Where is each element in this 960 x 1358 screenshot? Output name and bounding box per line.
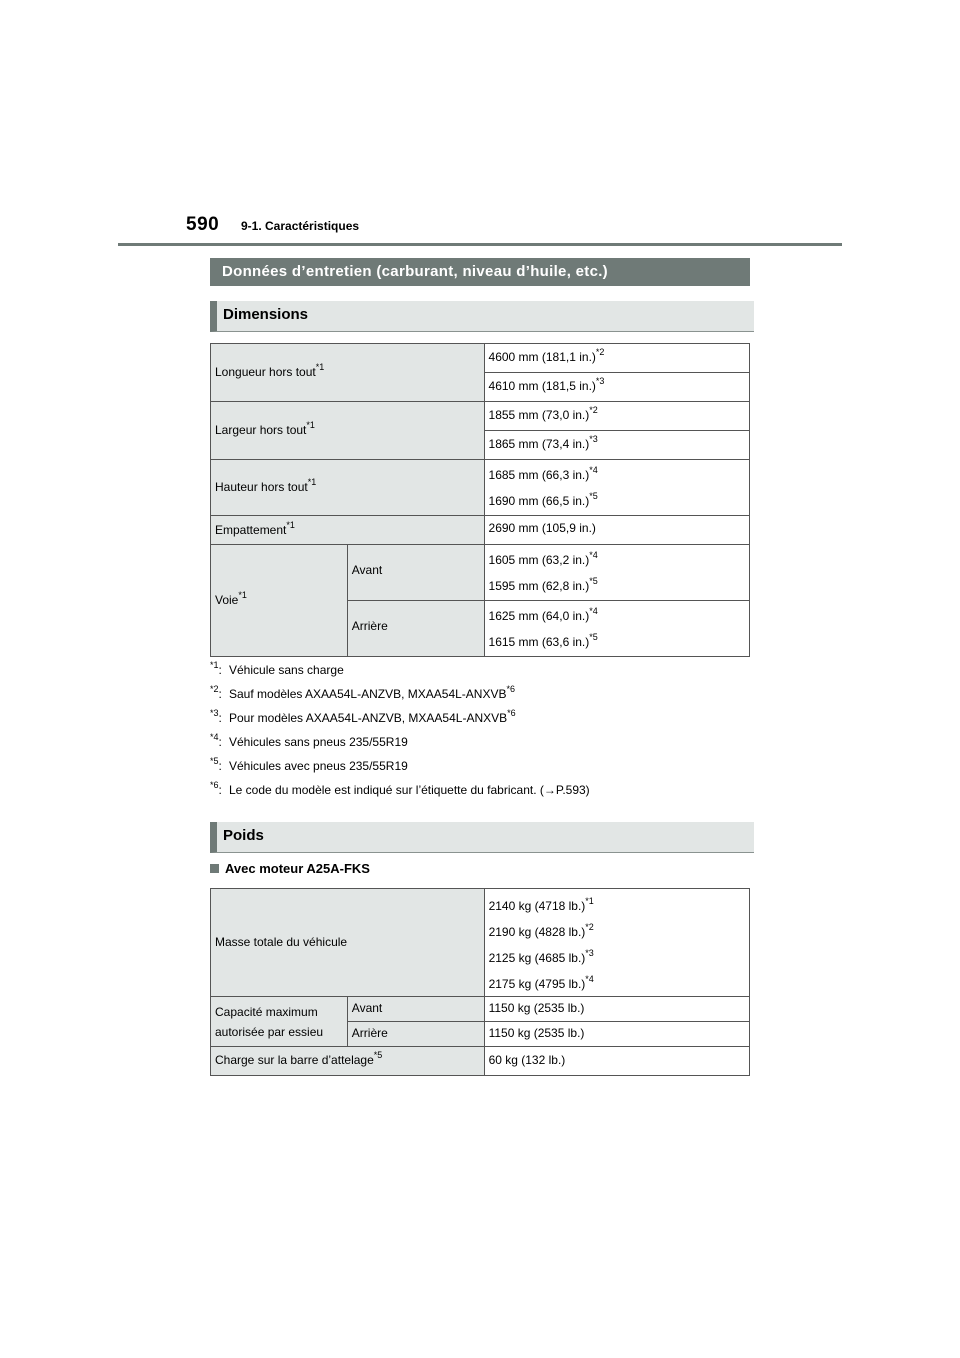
footnote-ref: *4 (589, 465, 598, 475)
label-text: Hauteur hors tout (215, 480, 308, 494)
value-cell (484, 601, 749, 657)
footnote-ref: *2 (589, 405, 598, 415)
value-text: 1690 mm (66,5 in.) (488, 494, 590, 508)
table-row (211, 545, 750, 601)
value-cell (484, 431, 749, 460)
row-label (211, 997, 348, 1047)
value-cell (484, 889, 749, 997)
value-line (488, 550, 745, 568)
square-bullet-icon (210, 864, 219, 873)
header-rule (118, 243, 842, 246)
value-cell (484, 402, 749, 431)
value-text: 2140 kg (4718 lb.) (488, 899, 586, 913)
table-row (211, 402, 750, 431)
label-text: autorisée par essieu (215, 1024, 324, 1039)
weights-table (210, 888, 750, 1076)
page-number: 590 (186, 214, 220, 235)
main-section-banner: Données d’entretien (carburant, niveau d’huile, etc.) (210, 258, 750, 286)
footnote-ref: *2 (595, 347, 605, 357)
footnote-ref: *3 (589, 434, 598, 444)
footnote-ref: *5 (589, 491, 598, 501)
table-row (211, 1047, 750, 1076)
table-row (211, 460, 750, 516)
footnote-mark: *1 (210, 660, 219, 670)
footnote-ref: *3 (595, 376, 605, 386)
table-row (211, 997, 750, 1022)
row-label (211, 344, 485, 402)
footnote-text: Véhicules sans pneus 235/55R19 (229, 735, 408, 749)
value-cell: 1150 kg (2535 lb.) (484, 997, 749, 1022)
footnote-ref: *4 (585, 974, 594, 984)
subsection-text: Avec moteur A25A-FKS (225, 861, 370, 876)
label-text: Charge sur la barre d’attelage (215, 1053, 374, 1067)
footnote-ref: *6 (507, 708, 516, 718)
footnote-item: $^{*3}$: Pour modèles AXAA54L-ANZVB, MXAA54L-ANXVB$^{*6}$ (210, 708, 516, 725)
footnote-ref: *1 (307, 477, 317, 487)
footnote-item: $^{*1}$: Véhicule sans charge (210, 661, 770, 685)
footnote-ref: *1 (585, 896, 594, 906)
footnote-text: Pour modèles AXAA54L-ANZVB, MXAA54L-ANXVB (229, 711, 508, 725)
row-label: Masse totale du véhicule (211, 889, 485, 997)
value-text: 1615 mm (63,6 in.) (488, 635, 590, 649)
value-line (488, 491, 745, 509)
label-text: Longueur hors tout (215, 365, 316, 379)
value-text: 1595 mm (62,8 in.) (488, 579, 590, 593)
footnotes (210, 661, 770, 805)
footnote-text: Sauf modèles AXAA54L-ANZVB, MXAA54L-ANXVB (229, 687, 507, 701)
value-text: 4610 mm (181,5 in.) (488, 379, 596, 393)
footnote-ref: *4 (589, 550, 598, 560)
footnote-mark: *4 (210, 732, 219, 742)
footnote-item: $^{*4}$: Véhicules sans pneus 235/55R19 (210, 733, 770, 757)
value-text: 1855 mm (73,0 in.) (488, 408, 590, 422)
footnote-ref: *3 (585, 948, 594, 958)
sub-label: Avant (347, 545, 484, 601)
value-text: 4600 mm (181,1 in.) (488, 350, 596, 364)
footnote-ref: *6 (506, 684, 515, 694)
label-text: Capacité maximum (215, 1004, 318, 1019)
value-line (488, 632, 745, 650)
value-text: 1865 mm (73,4 in.) (488, 437, 590, 451)
footnote-text: Le code du modèle est indiqué sur l’étiquette du fabricant. (→P.593) (229, 783, 590, 797)
label-text: Voie (215, 593, 239, 607)
footnote-mark: *6 (210, 780, 219, 790)
footnote-ref: *5 (373, 1050, 383, 1060)
value-text: 2175 kg (4795 lb.) (488, 977, 586, 991)
footnote-ref: *2 (585, 922, 594, 932)
row-label (211, 402, 485, 460)
value-cell (484, 373, 749, 402)
footnote-text: Véhicules avec pneus 235/55R19 (229, 759, 408, 773)
dimensions-heading: Dimensions (210, 301, 754, 332)
footnote-mark: *2 (210, 684, 219, 694)
value-text: 1685 mm (66,3 in.) (488, 468, 590, 482)
dimensions-table (210, 343, 750, 657)
row-label (211, 460, 485, 516)
footnote-ref: *1 (286, 519, 295, 530)
label-text: Largeur hors tout (215, 423, 307, 437)
row-label (211, 1047, 485, 1076)
value-line (488, 922, 745, 940)
table-row (211, 344, 750, 373)
table-row (211, 889, 750, 997)
sub-label: Arrière (347, 1022, 484, 1047)
value-text: 1605 mm (63,2 in.) (488, 553, 590, 567)
value-line (488, 465, 745, 483)
value-text: 1625 mm (64,0 in.) (488, 609, 590, 623)
footnote-item: $^{*2}$: Sauf modèles AXAA54L-ANZVB, MXAA54L-ANXVB$^{*6}$ (210, 684, 515, 701)
label-text: Empattement (215, 522, 287, 537)
value-cell (484, 545, 749, 601)
footnote-ref: *1 (315, 362, 325, 372)
value-text: 2690 mm (105,9 in.) (488, 521, 596, 535)
value-line (488, 974, 745, 992)
value-line (488, 606, 745, 624)
footnote-item: $^{*5}$: Véhicules avec pneus 235/55R19 (210, 757, 770, 781)
value-cell (484, 516, 749, 545)
row-label (211, 516, 485, 545)
footnote-ref: *5 (589, 632, 598, 642)
value-line (488, 576, 745, 594)
row-label (211, 545, 348, 657)
sub-label: Arrière (347, 601, 484, 657)
value-text: 2190 kg (4828 lb.) (488, 925, 586, 939)
weights-heading: Poids (210, 822, 754, 853)
value-cell (484, 344, 749, 373)
chapter-title: 9-1. Caractéristiques (241, 219, 360, 233)
value-line (488, 948, 745, 966)
table-row (211, 516, 750, 545)
value-cell: 60 kg (132 lb.) (484, 1047, 749, 1076)
value-cell: 1150 kg (2535 lb.) (484, 1022, 749, 1047)
engine-subsection-title (210, 861, 370, 876)
footnote-mark: *3 (210, 708, 219, 718)
footnote-ref: *1 (306, 420, 315, 430)
value-line (488, 896, 745, 914)
footnote-ref: *5 (589, 576, 598, 586)
footnote-item: $^{*6}$: Le code du modèle est indiqué sur l’étiquette du fabricant. (→P.593) (210, 781, 770, 805)
footnote-mark: *5 (210, 756, 219, 766)
value-text: 2125 kg (4685 lb.) (488, 951, 586, 965)
footnote-ref: *1 (238, 590, 247, 600)
value-cell (484, 460, 749, 516)
footnote-ref: *4 (589, 606, 598, 616)
footnote-text: Véhicule sans charge (229, 663, 344, 677)
sub-label: Avant (347, 997, 484, 1022)
